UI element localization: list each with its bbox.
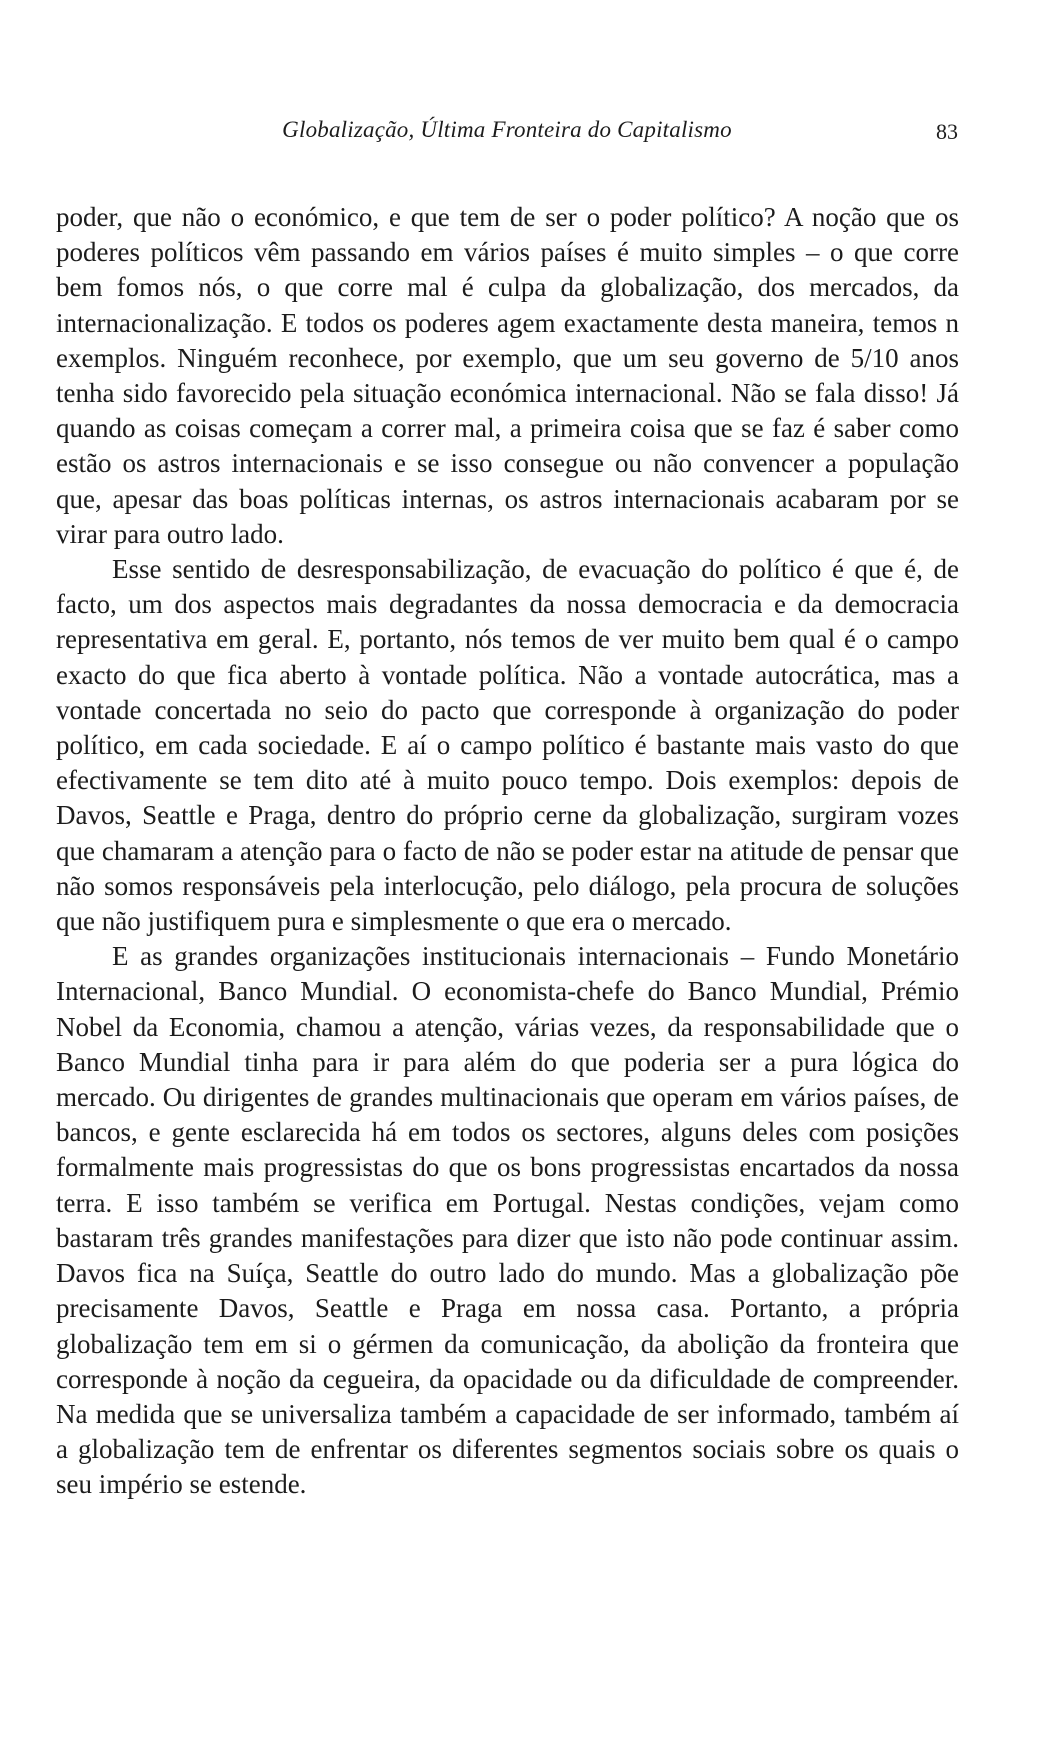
paragraph-1: poder, que não o económico, e que tem de ser o poder político? A noção que os poderes políticos vêm passando em vários países é muito simples – o que corre bem fomos nós, o que corre mal é culpa da globalização, dos mercados, da internacionalização. E todos os poderes agem exactamente desta maneira, temos n exemplos. Ninguém reconhece, por exemplo, que um seu governo de 5/10 anos tenha sido favorecido pela situação económica internacional. Não se fala disso! Já quando as coisas começam a correr mal, a primeira coisa que se faz é saber como estão os astros internacionais e se isso consegue ou não convencer a população que, apesar das boas políticas internas, os astros internacionais acabaram por se virar para outro lado. bbox=[56, 202, 959, 549]
running-header bbox=[56, 110, 958, 150]
paragraph-2: Esse sentido de desresponsabilização, de evacuação do político é que é, de facto, um dos aspectos mais degradantes da nossa democracia e da democracia representativa em geral. E, portanto, nós temos de ver muito bem qual é o campo exacto do que fica aberto à vontade política. Não a vontade autocrática, mas a vontade concertada no seio do pacto que corresponde à organização do poder político, em cada sociedade. E aí o campo político é bastante mais vasto do que efectivamente se tem dito até à muito pouco tempo. Dois exemplos: depois de Davos, Seattle e Praga, dentro do próprio cerne da globalização, surgiram vozes que chamaram a atenção para o facto de não se poder estar na atitude de pensar que não somos responsáveis pela interlocução, pelo diálogo, pela procura de soluções que não justifiquem pura e simplesmente o que era o mercado. bbox=[56, 554, 959, 937]
page-number: 83 bbox=[936, 119, 958, 144]
body-text bbox=[56, 200, 959, 1503]
running-title: Globalização, Última Fronteira do Capitalismo bbox=[282, 117, 732, 142]
paragraph-3: E as grandes organizações institucionais internacionais – Fundo Monetário Internacional, Banco Mundial. O economista-chefe do Banco Mundial, Prémio Nobel da Economia, chamou a atenção, várias vezes, da responsabilidade que o Banco Mundial tinha para ir para além do que poderia ser a pura lógica do mercado. Ou dirigentes de grandes multinacionais que operam em vários países, de bancos, e gente esclarecida há em todos os sectores, alguns deles com posições formalmente mais progressistas do que os bons progressistas encartados da nossa terra. E isso também se verifica em Portugal. Nestas condições, vejam como bastaram três grandes manifestações para dizer que isto não pode continuar assim. Davos fica na Suíça, Seattle do outro lado do mundo. Mas a globalização põe precisamente Davos, Seattle e Praga em nossa casa. Portanto, a própria globalização tem em si o gérmen da comunicação, da abolição da fronteira que corresponde à noção da cegueira, da opacidade ou da dificuldade de compreender. Na medida que se universaliza também a capacidade de ser informado, também aí a globalização tem de enfrentar os diferentes segmentos sociais sobre os quais o seu império se estende. bbox=[56, 941, 959, 1500]
